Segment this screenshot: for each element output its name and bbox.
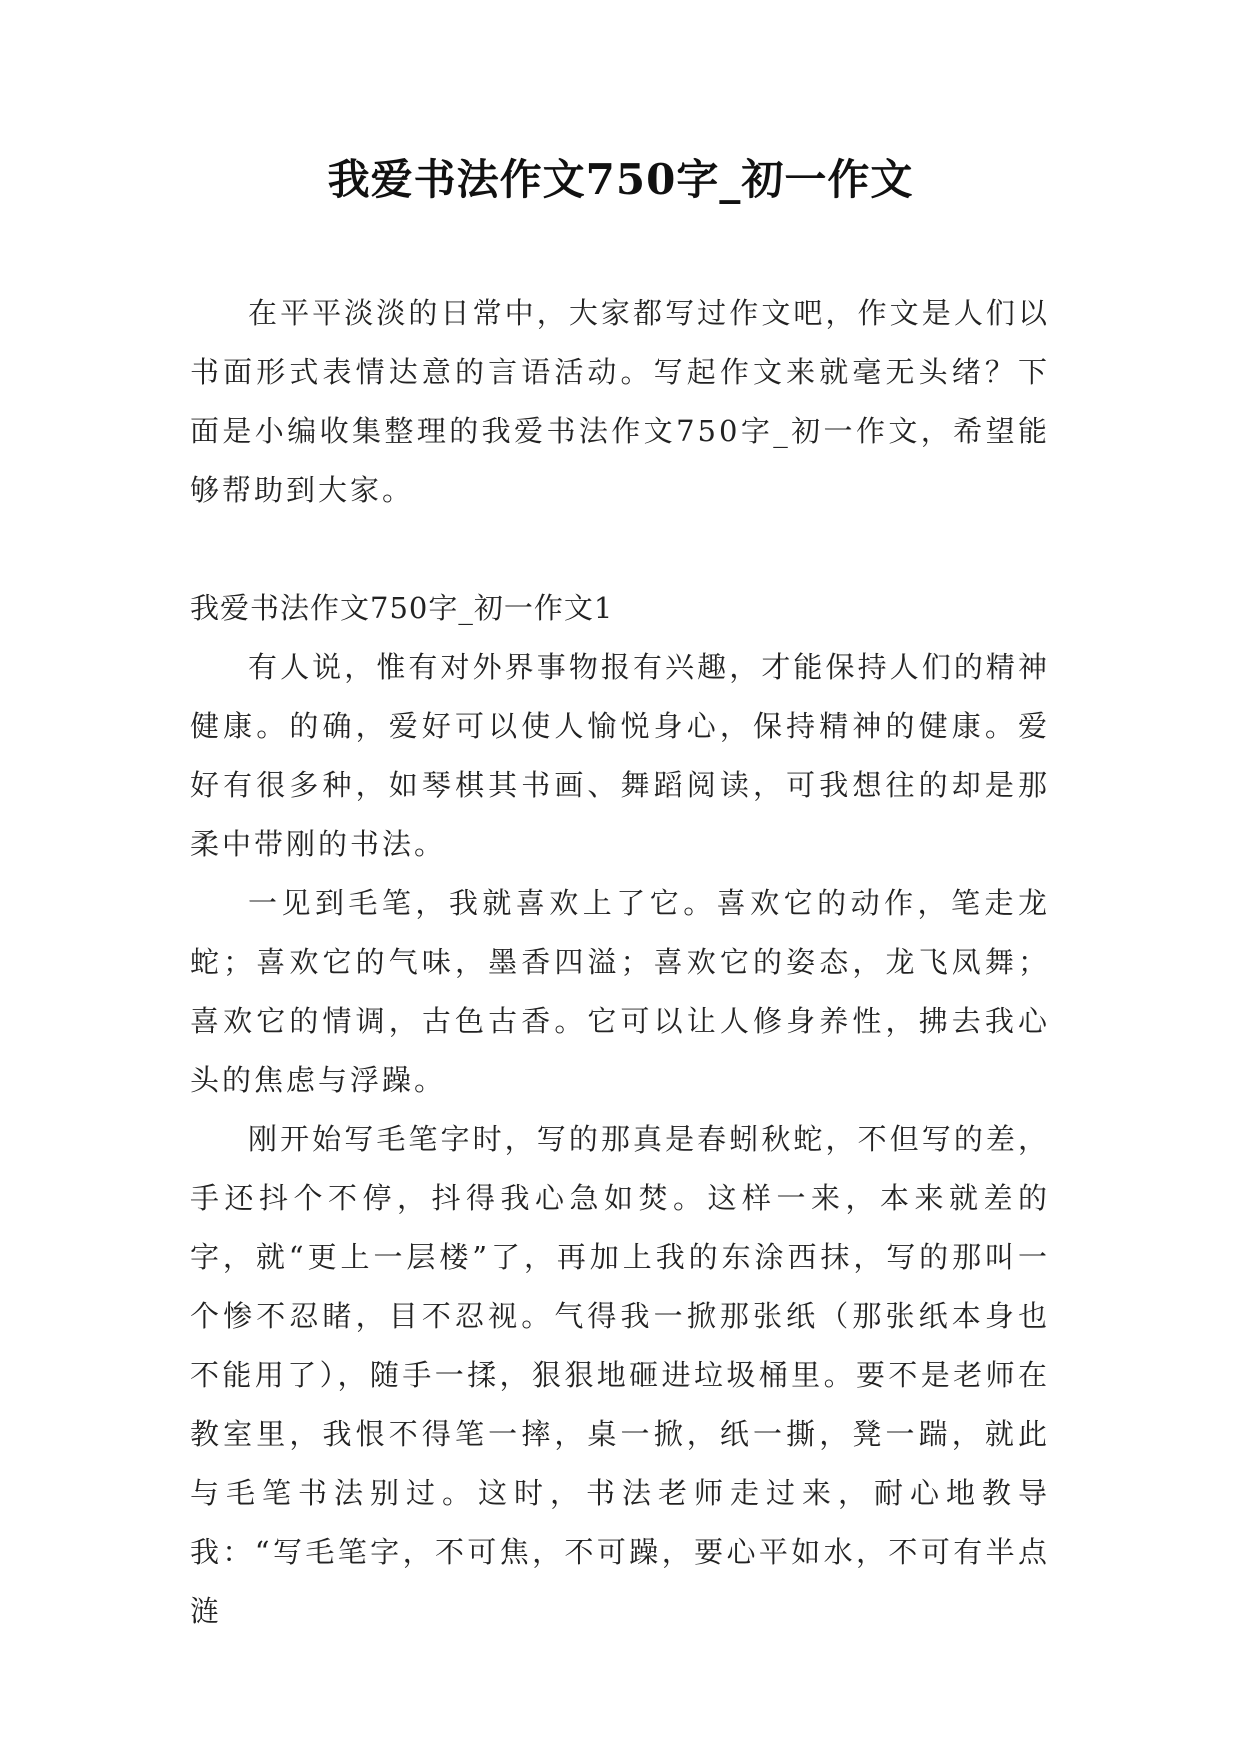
body-paragraph: 刚开始写毛笔字时，写的那真是春蚓秋蛇，不但写的差，手还抖个不停，抖得我心急如焚。这样一来，本来就差的字，就“更上一层楼”了，再加上我的东涂西抹，写的那叫一个惨不忍睹，目不忍视。气得我一掀那张纸（那张纸本身也不能用了），随手一揉，狠狠地砸进垃圾桶里。要不是老师在教室里，我恨不得笔一摔，桌一掀，纸一撕，凳一踹，就此与毛笔书法别过。这时，书法老师走过来，耐心地教导我：“写毛笔字，不可焦，不可躁，要心平如水，不可有半点涟 — [190, 1122, 1050, 1628]
section-heading: 我爱书法作文750字_初一作文1 — [190, 591, 614, 625]
body-paragraph: 有人说，惟有对外界事物报有兴趣，才能保持人们的精神健康。的确，爱好可以使人愉悦身心，保持精神的健康。爱好有很多种，如琴棋其书画、舞蹈阅读，可我想往的却是那柔中带刚的书法。 — [190, 650, 1050, 861]
document-title: 我爱书法作文750字_初一作文 — [327, 155, 914, 204]
intro-paragraph: 在平平淡淡的日常中，大家都写过作文吧，作文是人们以书面形式表情达意的言语活动。写起作文来就毫无头绪？下面是小编收集整理的我爱书法作文750字_初一作文，希望能够帮助到大家。 — [190, 296, 1050, 507]
body-paragraph: 一见到毛笔，我就喜欢上了它。喜欢它的动作，笔走龙蛇；喜欢它的气味，墨香四溢；喜欢它的姿态，龙飞凤舞；喜欢它的情调，古色古香。它可以让人修身养性，拂去我心头的焦虑与浮躁。 — [190, 886, 1050, 1097]
document-body — [190, 284, 1050, 1641]
